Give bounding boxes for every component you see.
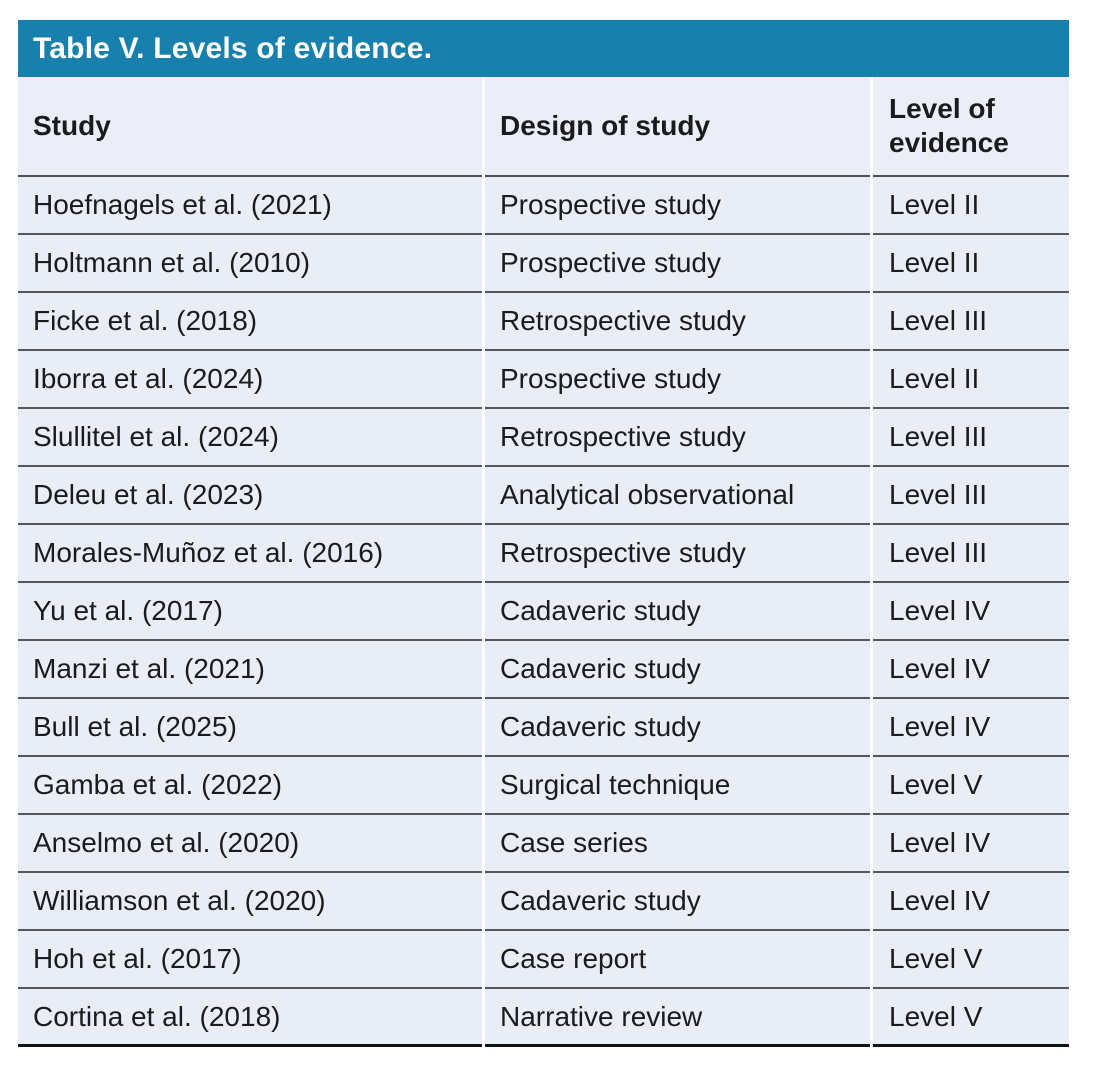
level-cell: Level V <box>873 989 1069 1047</box>
level-cell: Level IV <box>873 699 1069 757</box>
column-header-design: Design of study <box>485 77 870 177</box>
design-cell: Analytical observational <box>485 467 870 525</box>
evidence-table-block <box>18 20 1069 1047</box>
table-row <box>18 525 1069 583</box>
design-cell: Prospective study <box>485 177 870 235</box>
design-cell: Retrospective study <box>485 525 870 583</box>
study-cell: Deleu et al. (2023) <box>18 467 482 525</box>
level-cell: Level IV <box>873 815 1069 873</box>
level-cell: Level IV <box>873 583 1069 641</box>
study-cell: Iborra et al. (2024) <box>18 351 482 409</box>
table-row <box>18 699 1069 757</box>
level-cell: Level II <box>873 177 1069 235</box>
level-cell: Level III <box>873 409 1069 467</box>
study-cell: Slullitel et al. (2024) <box>18 409 482 467</box>
table-title-bar <box>18 20 1069 77</box>
level-cell: Level II <box>873 235 1069 293</box>
level-cell: Level V <box>873 931 1069 989</box>
level-cell: Level IV <box>873 641 1069 699</box>
table-row <box>18 351 1069 409</box>
level-cell: Level II <box>873 351 1069 409</box>
column-header-study: Study <box>18 77 482 177</box>
study-cell: Hoh et al. (2017) <box>18 931 482 989</box>
design-cell: Narrative review <box>485 989 870 1047</box>
table-row <box>18 989 1069 1047</box>
study-cell: Williamson et al. (2020) <box>18 873 482 931</box>
study-cell: Bull et al. (2025) <box>18 699 482 757</box>
table-title: Table V. Levels of evidence. <box>33 31 433 65</box>
design-cell: Cadaveric study <box>485 641 870 699</box>
level-cell: Level III <box>873 467 1069 525</box>
design-cell: Cadaveric study <box>485 699 870 757</box>
design-cell: Surgical technique <box>485 757 870 815</box>
study-cell: Manzi et al. (2021) <box>18 641 482 699</box>
table-row <box>18 815 1069 873</box>
table-row <box>18 931 1069 989</box>
level-cell: Level V <box>873 757 1069 815</box>
study-cell: Ficke et al. (2018) <box>18 293 482 351</box>
column-header-level: Level of evidence <box>873 77 1069 177</box>
study-cell: Holtmann et al. (2010) <box>18 235 482 293</box>
table-row <box>18 757 1069 815</box>
level-cell: Level IV <box>873 873 1069 931</box>
table-row <box>18 409 1069 467</box>
design-cell: Retrospective study <box>485 409 870 467</box>
table-row <box>18 177 1069 235</box>
design-cell: Cadaveric study <box>485 873 870 931</box>
design-cell: Cadaveric study <box>485 583 870 641</box>
evidence-table <box>15 77 1072 1047</box>
design-cell: Prospective study <box>485 351 870 409</box>
level-cell: Level III <box>873 293 1069 351</box>
header-row <box>18 77 1069 177</box>
table-row <box>18 293 1069 351</box>
design-cell: Case report <box>485 931 870 989</box>
study-cell: Gamba et al. (2022) <box>18 757 482 815</box>
table-row <box>18 583 1069 641</box>
table-row <box>18 235 1069 293</box>
table-row <box>18 873 1069 931</box>
study-cell: Yu et al. (2017) <box>18 583 482 641</box>
design-cell: Retrospective study <box>485 293 870 351</box>
level-cell: Level III <box>873 525 1069 583</box>
study-cell: Morales-Muñoz et al. (2016) <box>18 525 482 583</box>
study-cell: Hoefnagels et al. (2021) <box>18 177 482 235</box>
table-row <box>18 641 1069 699</box>
study-cell: Anselmo et al. (2020) <box>18 815 482 873</box>
table-row <box>18 467 1069 525</box>
study-cell: Cortina et al. (2018) <box>18 989 482 1047</box>
design-cell: Case series <box>485 815 870 873</box>
design-cell: Prospective study <box>485 235 870 293</box>
